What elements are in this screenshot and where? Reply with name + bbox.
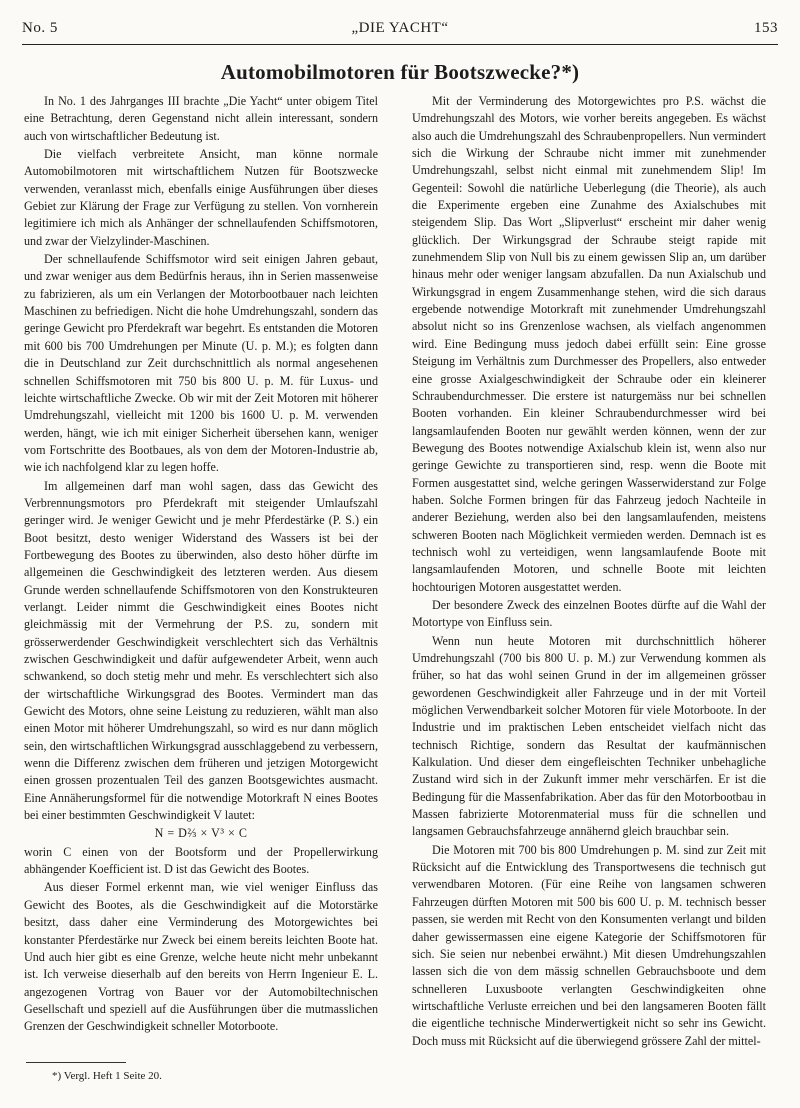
journal-title: „DIE YACHT“ xyxy=(351,20,449,36)
paragraph: Die vielfach verbreitete Ansicht, man könne normale Automobilmotoren mit wirtschaftlichem Nutzen für Bootszwecke verwenden, veranlasst mich, ebenfalls einige Ausführungen über dieses Gebiet zur Klärung der Frage zur Verfügung zu stellen. Von vornherein legitimiere ich mich als Anhänger der schnellaufenden Schiffsmotoren, und zwar der Vielzylinder-Maschinen. xyxy=(24,147,378,248)
formula: N = D⅔ × V³ × C xyxy=(154,826,248,841)
page-number: 153 xyxy=(754,20,778,36)
paragraph: Der schnellaufende Schiffsmotor wird seit einigen Jahren gebaut, und zwar weniger aus dem Bedürfnis heraus, ihn in Serien massenweise zu fabrizieren, als um ein Verlangen der Motorbootbauer nach leichten Maschinen zu befriedigen. Nicht die hohe Umdrehungszahl, sondern das geringe Gewicht pro Pferdekraft war begehrt. Es entstanden die Motoren mit 600 bis 700 Umdrehungen per Minute (U. p. M.); es folgten dann die in Deutschland zur Zeit durchschnittlich als normal angesehenen schnellen Schiffsmotoren mit 750 bis 800 U. p. M. für Luxus- und leichte wirtschaftliche Zwecke. Ob wir mit der Zeit Motoren mit höherer Umdrehungszahl, vielleicht mit 1200 bis 1600 U. p. M. verwenden werden, hängt, wie ich mit einiger Sicherheit übersehen kann, weniger vom Fortschritte des Bootbaues, als von dem der Motoren-Industrie ab, wie ich nachfolgend klar zu legen hoffe. xyxy=(24,252,378,475)
left-column xyxy=(24,93,378,1036)
paragraph: Wenn nun heute Motoren mit durchschnittlich höherer Umdrehungszahl (700 bis 800 U. p. M.) zur Verwendung kommen als früher, so hat das wohl seinen Grund in der im allgemeinen grösser gewordenen Geschwindigkeit aller Fahrzeuge und in der mit Vorteil möglichen Verwendbarkeit solcher Motoren für viele Motorboote. In der Industrie und im praktischen Leben entscheidet vielfach nicht das technisch Richtige, sondern das Resultat der kaufmännischen Kalkulation. Und dieser dem eingefleischten Techniker unbehagliche Zustand wird sich in der Zukunft immer mehr verschärfen. Er ist die Bedingung für die Massenfabrikation. Aber das für den Motorbootbau in Massen fabrizierte Motorenmaterial muss für die schnellen und langsamen Gebrauchsfahrzeuge annähernd gleich brauchbar sein. xyxy=(412,633,766,839)
paragraph: Im allgemeinen darf man wohl sagen, dass das Gewicht des Verbrennungsmotors pro Pferdekraft mit steigender Umlaufszahl geringer wird. Je weniger Gewicht und je mehr Pferdestärke (P. S.) ein Boot besitzt, desto weniger Widerstand des Wassers ist bei der Fortbewegung des Bootes zu überwinden, also desto höher dürfte im allgemeinen die Geschwindigkeit des letzteren werden. Aus diesem Grunde werden schnellaufende Schiffsmotoren von den Konstrukteuren verlangt. Leider nimmt die Geschwindigkeit eines Bootes nicht gleichmässig mit der Vermehrung der P.S. zu, sondern mit grösserwerdender Geschwindigkeit verschlechtert sich das Verhältnis zwischen Geschwindigkeit und dafür aufgewendeter Arbeit, wenn auch schwankend, so doch stetig mehr und mehr. Es verschlechtert sich also der wirtschaftliche Wirkungsgrad des Bootes. Vermindert man das Gewicht des Motors, ohne seine Leistung zu reduzieren, wählt man also einen Motor mit höherer Umdrehungszahl, so wird es nur dann möglich sein, den wirtschaftlichen Wirkungsgrad ausschlaggebend zu verbessern, wenn die Differenz zwischen dem früheren und jetzigen Motorgewicht einen grossen prozentualen Teil des ganzen Bootsgewichtes ausmacht. Eine Annäherungsformel für die notwendige Motorkraft N eines Bootes bei einer bestimmten Geschwindigkeit V lautet: xyxy=(24,478,378,823)
paragraph: In No. 1 des Jahrganges III brachte „Die Yacht“ unter obigem Titel eine Betrachtung, deren Gegenstand nicht allein interessant, sondern auch von wirtschaftlicher Bedeutung ist. xyxy=(24,94,378,143)
paragraph: Mit der Verminderung des Motorgewichtes pro P.S. wächst die Umdrehungszahl des Motors, wie vorher bereits angegeben. Es wächst also auch die Umdrehungszahl des Schraubenpropellers. Nun vermindert sich die Wirkung der Schraube nicht immer mit zunehmender Umdrehungszahl, selbst nicht einmal mit zunehmendem Slip! Im Gegenteil: Sowohl die natürliche Ueberlegung (die Theorie), als auch die Experimente ergeben eine Zunahme des Axialschubes mit steigendem Slip. Das Wort „Slipverlust“ erscheint mir daher wenig glücklich. Der Wirkungsgrad der Schraube steigt rapide mit zunehmendem Slip von Null bis zu einem gewissen Slip an, um darüber hinaus mehr oder weniger langsam abzufallen. Da nun Axialschub und Wirkungsgrad in engem Zusammenhange stehen, wird die sich daraus ergebende notwendige Motorkraft mit zunehmender Umdrehungszahl absolut nicht so ins Grenzenlose wachsen, als vielfach angenommen wird. Eine Bedingung muss jedoch dabei erfüllt sein: Eine grosse Steigung im Verhältnis zum Durchmesser des Propellers, also entweder eine grosse Axialgeschwindigkeit der Schraube oder ein kleinerer Schraubendurchmesser. Die erstere ist naturgemäss nur bei schnellen Booten vorhanden. Ein kleiner Schraubendurchmesser wird bei langsamlaufenden Booten nur gewählt werden können, wenn der zur Bewegung des Bootes notwendige Axialschub klein ist, wenn also nur geringe Gewichte zu transportieren sind, resp. wenn die Boote mit Formen ausgestattet sind, welche geringen Wasserwiderstand zur Folge haben. Solche Formen bringen für das Fahrzeug jedoch Nachteile in anderer Beziehung, werden also bei den langsamlaufenden, meistens schweren Booten nach Möglichkeit vermieden werden. Demnach ist es technisch wohl zu verteidigen, wenn langsamlaufende Boote mit langsamlaufenden Motoren, und schnelle Boote mit leichten hochtourigen Motoren ausgestattet werden. xyxy=(412,94,766,594)
article-title: Automobilmotoren für Bootszwecke?*) xyxy=(220,60,580,84)
right-column xyxy=(412,93,766,1050)
issue-number: No. 5 xyxy=(22,20,58,36)
header-rule xyxy=(22,44,778,45)
footnote-rule xyxy=(26,1062,126,1063)
paragraph: Aus dieser Formel erkennt man, wie viel weniger Einfluss das Gewicht des Bootes, als die Geschwindigkeit auf die Motorstärke besitzt, dass daher eine Verminderung des Motorgewichtes bei konstanter Pferdestärke nur Zweck bei einem bereits leichten Boote hat. Und auch hier gibt es eine Grenze, welche heute nicht mehr unbekannt ist. Ich verweise dieserhalb auf den bereits von Herrn Ingenieur E. L. angezogenen Vortrag von Bauer vor der Automobiltechnischen Gesellschaft und speziell auf die Ausführungen über die mutmasslichen Grenzen der Geschwindigkeit schneller Motorboote. xyxy=(24,880,378,1034)
paragraph: Die Motoren mit 700 bis 800 Umdrehungen p. M. sind zur Zeit mit Rücksicht auf die Entwicklung des Transportwesens die technisch gut verwendbaren Motoren. (Für eine Reihe von langsamen schweren Fahrzeugen dürften Motoren mit 500 bis 600 U. p. M. technisch besser passen, sie werden mit Recht von den Konsumenten verlangt und bilden daher gewissermassen eine eigene Kategorie der Schiffsmotoren für sich. Sie seien nur nebenbei erwähnt.) Mit diesen Umdrehungszahlen lassen sich die von dem mässig schnellen Gebrauchsboote und dem schnelleren Luxusboote verlangten Geschwindigkeiten ohne wirtschaftliche Verluste erreichen und bei den langsameren Booten fällt die eigentliche technische Minderwertigkeit nicht so sehr ins Gewicht. Doch muss mit Rücksicht auf die überwiegend grössere Zahl der mittel- xyxy=(412,842,766,1048)
paragraph: worin C einen von der Bootsform und der Propellerwirkung abhängender Koefficient ist. D ist das Gewicht des Bootes. xyxy=(24,844,378,877)
page-header xyxy=(22,20,778,42)
footnote: *) Vergl. Heft 1 Seite 20. xyxy=(52,1070,162,1082)
paragraph: Der besondere Zweck des einzelnen Bootes dürfte auf die Wahl der Motortype von Einfluss sein. xyxy=(412,597,766,630)
